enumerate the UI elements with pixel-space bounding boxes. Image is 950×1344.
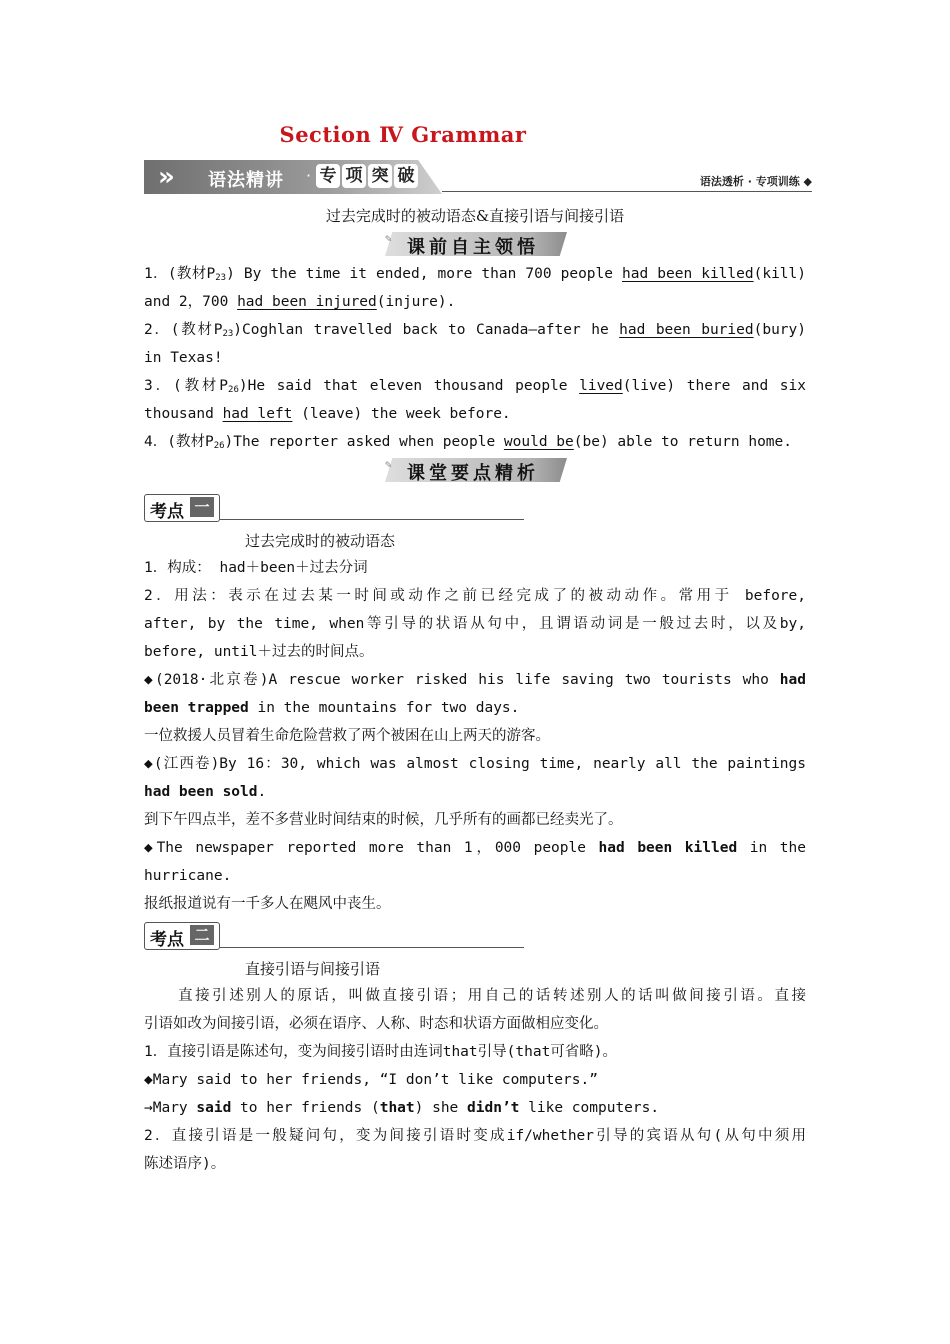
page-title: Section Ⅳ Grammar	[279, 122, 527, 147]
example-1-line-2: been trapped in the mountains for two days.	[144, 700, 520, 716]
topic-subtitle: 过去完成时的被动语态&直接引语与间接引语	[325, 207, 625, 225]
example-3-translation: 报纸报道说有一千多人在飓风中丧生。	[144, 896, 391, 912]
pencil-icon: ✎	[385, 232, 392, 245]
banner-label: 语法精讲	[208, 170, 284, 191]
kaodian-1-title: 过去完成时的被动语态	[245, 532, 396, 550]
example-3-line-2: hurricane.	[144, 868, 232, 884]
exercise-3-line-2: thousand had left (leave) the week before.	[144, 406, 511, 422]
chevron-right-icon: »	[158, 162, 175, 192]
kaodian-2-intro-line-1: 直接引述别人的原话，叫做直接引语；用自己的话转述别人的话叫做间接引语。直接	[144, 988, 806, 1004]
example-2-line-2: had been sold.	[144, 784, 267, 800]
answer: had been injured	[237, 294, 377, 310]
example-2-line-1: ◆(江西卷)By 16：30, which was almost closing time, nearly all the paintings	[144, 756, 806, 772]
section-tag-label: 课前自主领悟	[407, 237, 539, 258]
section-banner	[144, 160, 812, 194]
example-2-translation: 到下午四点半，差不多营业时间结束的时候，几乎所有的画都已经卖光了。	[144, 812, 623, 828]
example-3-line-1: ◆The newspaper reported more than 1，000 people had been killed in the	[144, 840, 806, 856]
in-class-section-tag	[385, 458, 567, 482]
kaodian-1-structure: 1．构成： had＋been＋过去分词	[144, 560, 368, 576]
answer: had left	[222, 406, 293, 422]
answer: had been killed	[622, 266, 754, 282]
banner-char: 破	[394, 164, 418, 188]
exercise-3-line-1: 3．(教材$P_{26})He$ said that eleven thousand people lived(live) there and six	[144, 378, 806, 395]
answer: would be	[503, 434, 574, 450]
answer: had been buried	[619, 322, 754, 338]
kaodian-1-usage-line-1: 2．用法：表示在过去某一时间或动作之前已经完成了的被动动作。常用于 before,	[144, 588, 806, 604]
banner-right-text: 语法透析 · 专项训练 ◆	[699, 175, 812, 188]
example-1-translation: 一位救援人员冒着生命危险营救了两个被困在山上两天的游客。	[144, 728, 550, 744]
kaodian-2-rule-1: 1．直接引语是陈述句，变为间接引语时由连词that引导(that可省略)。	[144, 1044, 618, 1060]
kaodian-2-intro-line-2: 引语如改为间接引语，必须在语序、人称、时态和状语方面做相应变化。	[144, 1016, 608, 1032]
answer: lived	[579, 378, 623, 394]
kaodian-1-usage-line-2: after, by the time, when等引导的状语从句中，且谓语动词是一般过去时，以及by,	[144, 616, 806, 632]
kaodian-2-tag: 考点 二	[144, 922, 524, 952]
pencil-icon: ✎	[385, 458, 392, 471]
section-tag-label: 课堂要点精析	[407, 463, 539, 484]
exercise-1-line-2: and 2，700 had been injured(injure).	[144, 294, 456, 310]
kaodian-2-example-direct: ◆Mary said to her friends, “I don’t like computers.”	[144, 1072, 598, 1088]
exercise-2-line-1: 2．(教材$P_{23})Coghlan$ travelled back to Canada—after he had been buried(bury)	[144, 322, 806, 339]
banner-char: 项	[342, 164, 366, 188]
exercise-2-line-2: in Texas!	[144, 350, 223, 366]
exercise-1-line-1: 1．(教材$P_{23}$) By the time it ended, more than 700 people had been killed(kill)	[144, 266, 806, 283]
banner-rule	[442, 191, 812, 192]
kaodian-1-usage-line-3: before, until＋过去的时间点。	[144, 644, 374, 660]
kaodian-2-rule-2-line-1: 2．直接引语是一般疑问句，变为间接引语时变成if/whether引导的宾语从句(从句中须用	[144, 1128, 806, 1144]
banner-chars	[316, 164, 418, 188]
kaodian-2-title: 直接引语与间接引语	[245, 960, 381, 978]
exercise-4-line: 4．(教材$P_{26})The$ reporter asked when people would be(be) able to return home.	[144, 434, 792, 451]
banner-char: 专	[316, 164, 340, 188]
kaodian-2-rule-2-line-2: 陈述语序)。	[144, 1156, 226, 1172]
example-1-line-1: ◆(2018·北京卷)A rescue worker risked his life saving two tourists who had	[144, 672, 806, 688]
kaodian-1-tag: 考点 一	[144, 494, 524, 524]
banner-dot: ·	[306, 166, 312, 185]
banner-char: 突	[368, 164, 392, 188]
kaodian-2-example-indirect: →Mary said to her friends (that) she didn’t like computers.	[144, 1100, 660, 1116]
pre-class-section-tag	[385, 232, 567, 256]
